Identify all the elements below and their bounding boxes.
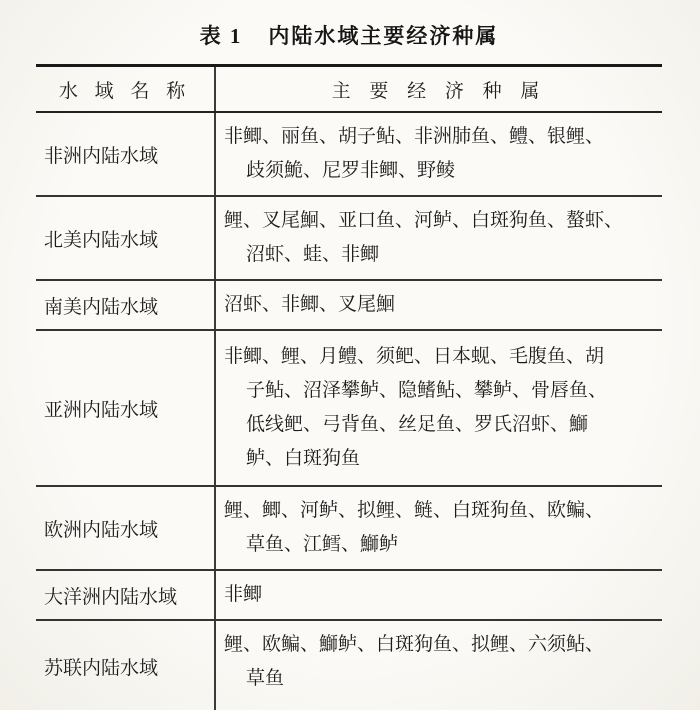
species-line: 非鲫、鲤、月鳢、须鲃、日本蚬、毛腹鱼、胡 [224, 346, 605, 367]
species-line: 子鲇、沼泽攀鲈、隐鳍鲇、攀鲈、骨唇鱼、 [246, 380, 608, 401]
species-cell [214, 621, 662, 710]
species-cell [214, 197, 662, 279]
species-line: 沼虾、蛙、非鲫 [246, 244, 380, 265]
table-number: 表 1 [199, 24, 243, 48]
species-table [36, 64, 662, 710]
species-cell [214, 113, 662, 195]
species-line: 草鱼、江鳕、鰤鲈 [246, 534, 399, 555]
table-row-south-america [36, 281, 662, 331]
species-line: 鲤、鲫、河鲈、拟鲤、鲢、白斑狗鱼、欧鳊、 [224, 500, 605, 521]
species-line: 低线鲃、弓背鱼、丝足鱼、罗氏沼虾、鰤 [246, 414, 589, 435]
table-title-text: 内陆水域主要经济种属 [268, 24, 499, 48]
species-line: 非鲫 [224, 584, 263, 605]
table-row-africa [36, 113, 662, 197]
species-line: 鲤、叉尾鮰、亚口鱼、河鲈、白斑狗鱼、螯虾、 [224, 210, 624, 231]
species-cell [214, 571, 662, 619]
region-cell: 非洲内陆水域 [44, 145, 159, 167]
region-cell: 亚洲内陆水域 [44, 399, 159, 421]
species-cell [214, 487, 662, 569]
table-title [36, 20, 662, 50]
table-row-asia [36, 331, 662, 487]
table-row-north-america [36, 197, 662, 281]
table-row-europe [36, 487, 662, 571]
table-header-row [36, 67, 662, 113]
region-cell: 苏联内陆水域 [44, 658, 159, 679]
region-cell: 大洋洲内陆水域 [44, 586, 178, 608]
species-line: 草鱼 [246, 668, 285, 689]
species-line: 非鲫、丽鱼、胡子鲇、非洲肺鱼、鳢、银鲤、 [224, 126, 605, 147]
region-cell: 欧洲内陆水域 [44, 519, 159, 541]
species-cell [214, 331, 662, 485]
table-row-oceania [36, 571, 662, 621]
table-row-soviet [36, 621, 662, 710]
region-cell: 北美内陆水域 [44, 229, 159, 251]
region-cell: 南美内陆水域 [44, 296, 159, 318]
species-line: 沼虾、非鲫、叉尾鮰 [224, 294, 396, 315]
header-region-cell: 水 域 名 称 [58, 80, 192, 102]
species-line: 鲈、白斑狗鱼 [246, 448, 361, 469]
species-line: 歧须鮠、尼罗非鲫、野鲮 [246, 160, 456, 181]
species-cell [214, 281, 662, 329]
species-line: 鲤、欧鳊、鰤鲈、白斑狗鱼、拟鲤、六须鲇、 [224, 634, 605, 655]
header-species-cell: 主 要 经 济 种 属 [214, 67, 662, 111]
